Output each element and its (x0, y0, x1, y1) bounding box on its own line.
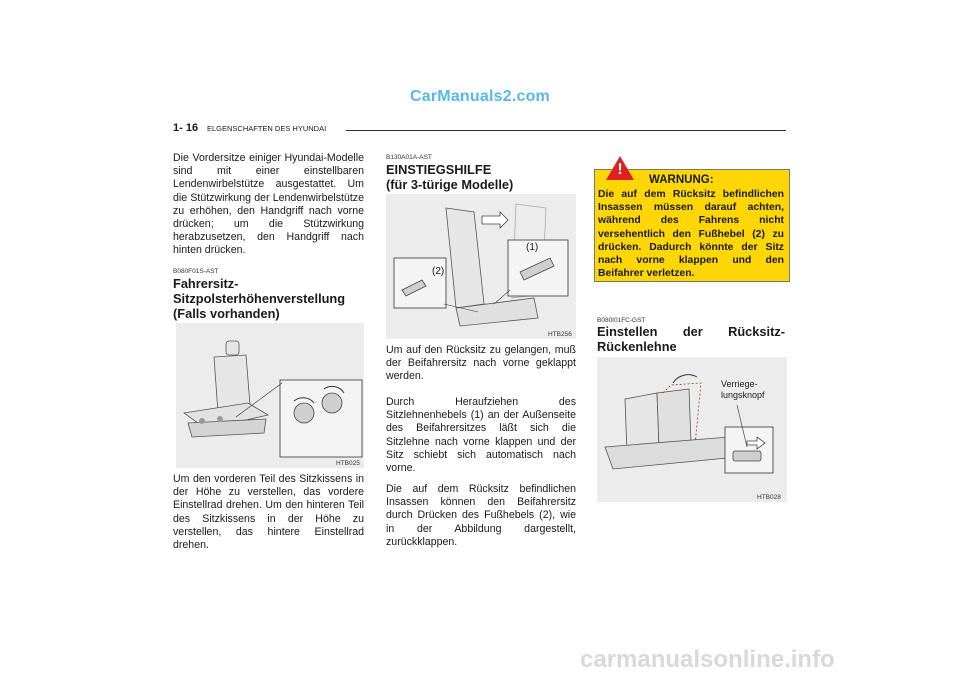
entry-aid-para1: Um auf den Rücksitz zu gelangen, muß der Beifahrersitz nach vorne geklappt werden. (386, 344, 576, 383)
lock-button-label (721, 379, 765, 401)
entry-aid-drawing (386, 194, 576, 339)
warning-title: WARNUNG: (649, 174, 714, 186)
lever-label-1: (1) (526, 242, 539, 253)
image-caption-htb025: HTB025 (336, 460, 360, 467)
lock-button-label-line1: Verriege- (721, 379, 758, 389)
entry-aid-heading-line2: (für 3-türige Modelle) (386, 177, 514, 192)
warning-box (594, 161, 790, 282)
image-caption-htb028: HTB028 (757, 494, 781, 501)
entry-aid-para3: Die auf dem Rücksitz befindlichen Insassen können den Beifahrersitz durch Drücken des Fußhebels (2), wie in der Abbildung dargestellt, zurückklappen. (386, 483, 576, 548)
seat-height-heading: Fahrersitz-Sitzpolsterhöhenverstellung (Falls vorhanden) (173, 276, 346, 321)
section-title: ELGENSCHAFTEN DES HYUNDAI (207, 124, 327, 133)
entry-aid-illustration (386, 194, 576, 339)
section-code-seat-height: B080F01S-AST (173, 268, 219, 275)
lever-label-2: (2) (432, 266, 445, 277)
entry-aid-heading (386, 162, 576, 192)
entry-aid-para2: Durch Heraufziehen des Sitzlehnenhebels (1) an der Außenseite des Beifahrersitzes läßt sich die Sitzlehne nach vorne klappen und der Sitz schiebt sich automatisch nach vorne. (386, 396, 576, 475)
warning-exclamation: ! (617, 161, 623, 178)
image-caption-htb256: HTB256 (548, 331, 572, 338)
section-code-rear-seat: B080I01FC-GST (597, 317, 646, 324)
seat-height-illustration (176, 323, 364, 468)
seat-height-body: Um den vorderen Teil des Sitzkissens in der Höhe zu verstellen, das vordere Einstellrad drehen. Um den hinteren Teil des Sitzkissens in der Höhe zu verstellen, das hintere Einstellrad drehen. (173, 473, 364, 552)
header-rule (346, 130, 786, 131)
rear-seat-heading: Einstellen der Rücksitz-Rückenlehne (597, 324, 785, 354)
section-code-entry-aid: B130A01A-AST (386, 154, 432, 161)
watermark-bottom: carmanualsonline.info (580, 646, 835, 673)
seat-height-drawing (176, 323, 364, 468)
page-number: 1- 16 (173, 122, 199, 134)
rear-seat-illustration (597, 357, 787, 502)
warning-text: Die auf dem Rücksitz befindlichen Insassen müssen darauf achten, während des Fahrens nicht versehentlich den Fußhebel (2) zu drücken. Dadurch könnte der Sitz nach vorne klappen und den Beifahrer verletzen. (598, 189, 784, 280)
lock-button-label-line2: lungsknopf (721, 390, 765, 400)
watermark-top: CarManuals2.com (410, 88, 550, 105)
entry-aid-heading-line1: EINSTIEGSHILFE (386, 162, 492, 177)
lumbar-support-text: Die Vordersitze einiger Hyundai-Modelle sind mit einer einstellbaren Lendenwirbelstütze ausgestattet. Um die Stützwirkung der Lendenwirbelstütze zu erhöhen, den Handgriff nach vorne drücken; um die Stützwirkung herabzusetzen, den Handgriff nach hinten drücken. (173, 152, 364, 257)
